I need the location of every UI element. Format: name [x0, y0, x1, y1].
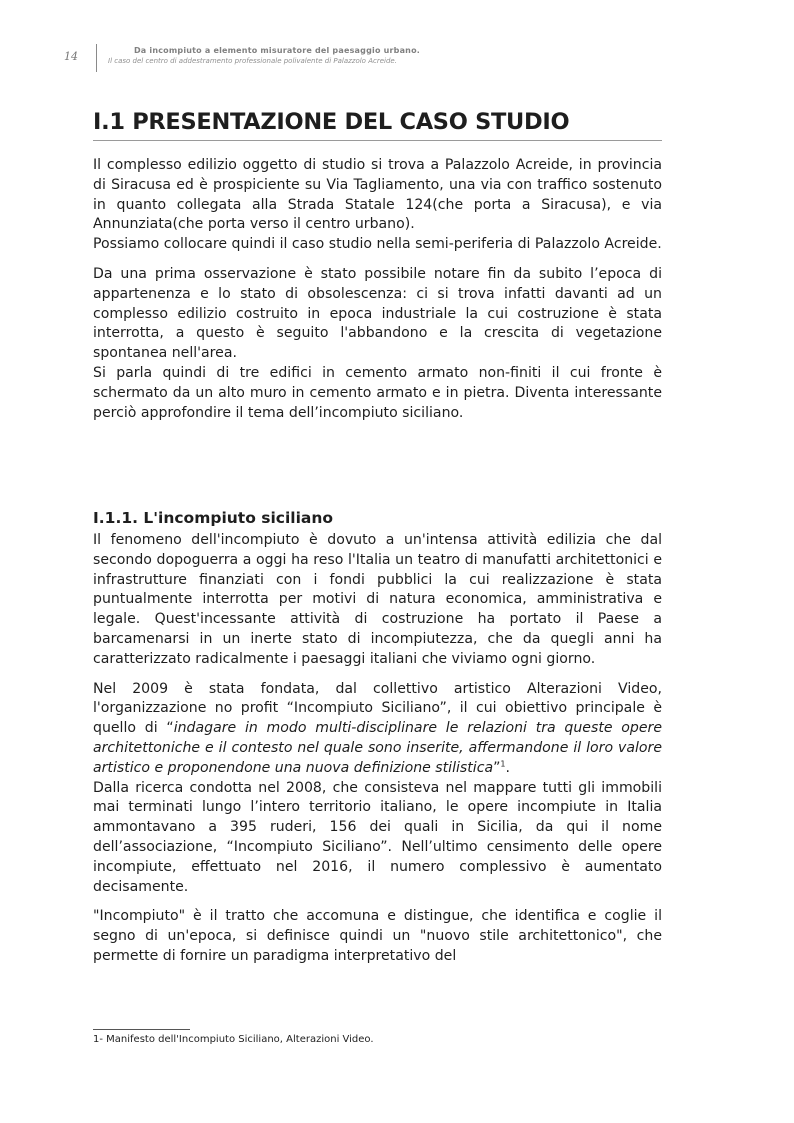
sentence-end: .: [505, 759, 510, 776]
section-title: I.1 PRESENTAZIONE DEL CASO STUDIO: [93, 109, 570, 135]
running-header-title: Da incompiuto a elemento misuratore del paesaggio urbano.: [133, 46, 421, 55]
subsection-title: I.1.1. L'incompiuto siciliano: [93, 509, 334, 527]
subsection-body: [93, 531, 662, 967]
section-body: [93, 156, 662, 423]
header-divider: [96, 44, 97, 72]
paragraph-semi-periphery: Possiamo collocare quindi il caso studio nella semi-periferia di Palazzolo Acreide.: [93, 236, 662, 253]
page-number: 14: [64, 50, 78, 63]
organization-text: Nel 2009 è stata fondata, dal collettivo artistico Alterazioni Video, l'organizzazione no profit “Incompiuto Siciliano”, il cui obiettivo principale è quello di “: [93, 680, 662, 737]
quote-close: ”: [493, 759, 501, 776]
footnote: 1- Manifesto dell'Incompiuto Siciliano, Alterazioni Video.: [93, 1034, 374, 1045]
paragraph-location: Il complesso edilizio oggetto di studio si trova a Palazzolo Acreide, in provincia di Siracusa ed è prospiciente su Via Tagliamento, una via con traffico sostenuto in quanto collegata alla Strada Statale 124(che porta a Siracusa), e via Annunziata(che porta verso il centro urbano).: [93, 157, 662, 233]
running-header-subtitle: Il caso del centro di addestramento professionale polivalente di Palazzolo Acreide.: [108, 57, 397, 65]
footnote-divider: [93, 1029, 190, 1030]
section-title-underline: [93, 140, 662, 141]
paragraph-observation: Da una prima osservazione è stato possibile notare fin da subito l’epoca di appartenenza e lo stato di obsolescenza: ci si trova infatti davanti ad un complesso edilizio costruito in epoca industriale la cui costruzione è stata interrotta, a questo è seguito l'abbandono e la crescita di vegetazione spontanea nell'area.: [93, 265, 662, 362]
paragraph-buildings: Si parla quindi di tre edifici in cemento armato non-finiti il cui fronte è schermato da un alto muro in cemento armato e in pietra. Diventa interessante perciò approfondire il tema dell’incompiuto siciliano.: [93, 364, 662, 421]
paragraph-style: "Incompiuto" è il tratto che accomuna e distingue, che identifica e coglie il segno di un'epoca, si definisce quindi un "nuovo stile architettonico", che permette di fornire un paradigma interpretativo del: [93, 908, 662, 964]
paragraph-research: Dalla ricerca condotta nel 2008, che consisteva nel mappare tutti gli immobili mai terminati lungo l’intero territorio italiano, le opere incompiute in Italia ammontavano a 395 ruderi, 156 dei quali in Sicilia, da qui il nome dell’associazione, “Incompiuto Siciliano”. Nell’ultimo censimento delle opere incompiute, effettuato nel 2016, il numero complessivo è aumentato decisamente.: [93, 779, 662, 895]
paragraph-phenomenon: Il fenomeno dell'incompiuto è dovuto a un'intensa attività edilizia che dal secondo dopoguerra a oggi ha reso l'Italia un teatro di manufatti architettonici e infrastrutture finanziati con i fondi pubblici la cui realizzazione è stata puntualmente interrotta per motivi di natura economica, amministrativa e legale. Quest'incessante attività di costruzione ha portato il Paese a barcamenarsi in un inerte stato di incompiutezza, che da quegli anni ha caratterizzato radicalmente i paesaggi italiani che viviamo ogni giorno.: [93, 532, 662, 667]
manifesto-quote: indagare in modo multi-disciplinare le relazioni tra queste opere architettoniche e il contesto nel quale sono inserite, affermandone il loro valore artistico e proponendone una nuova definizione stilistica: [93, 720, 662, 776]
paragraph-organization: [93, 680, 662, 779]
footnote-reference: 1: [500, 759, 506, 769]
